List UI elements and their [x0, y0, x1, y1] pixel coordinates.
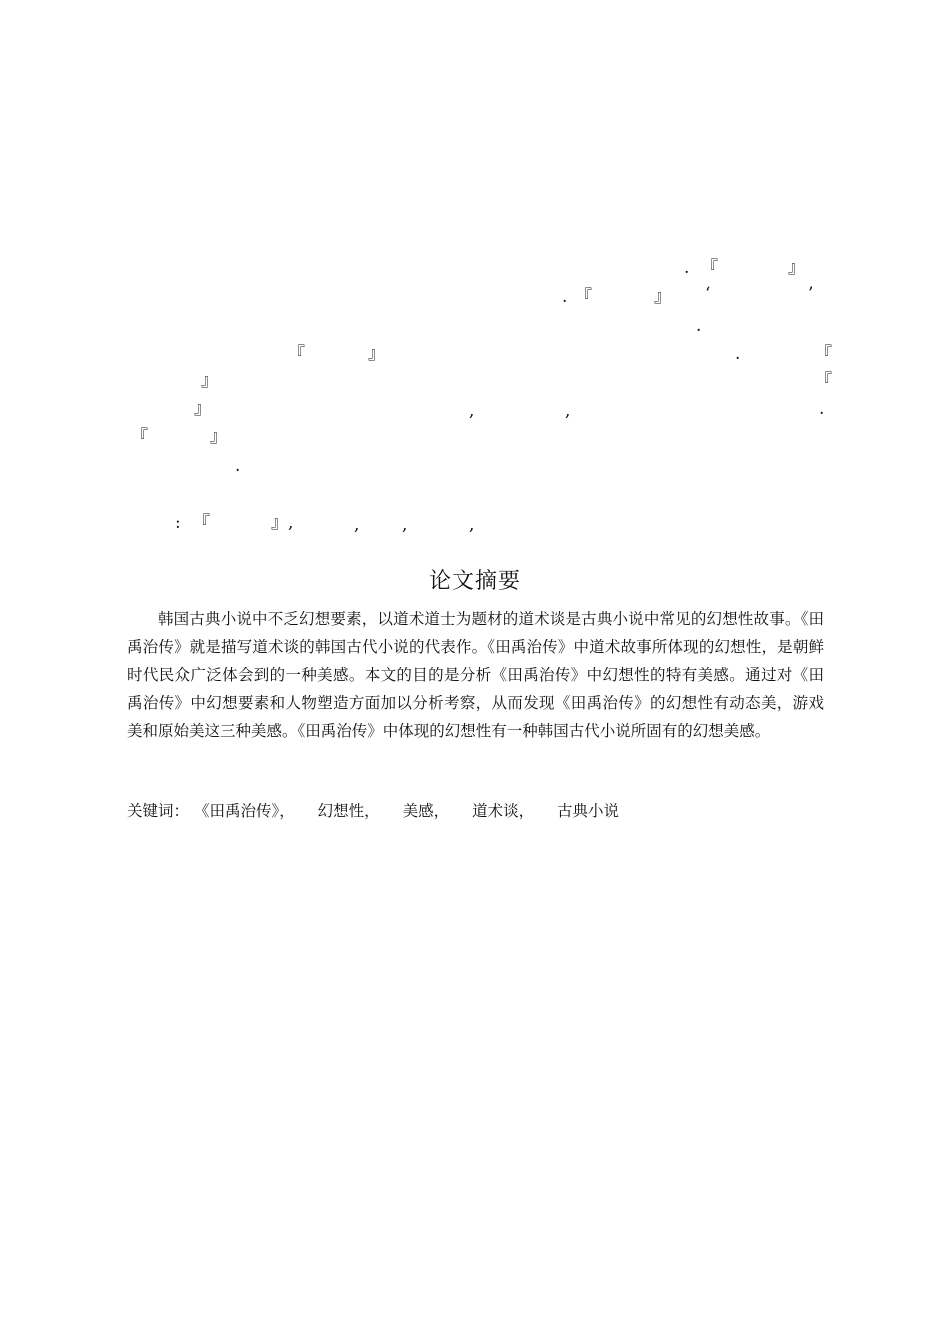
right-bracket-mark: 』 — [201, 371, 218, 391]
comma-mark: , — [469, 401, 475, 421]
comma-mark: , — [469, 515, 475, 535]
keyword-item: 道术谈， — [472, 802, 535, 820]
colon-mark: : — [175, 513, 181, 533]
close-quote-mark: ’ — [808, 284, 814, 304]
keywords-line — [127, 797, 824, 825]
open-quote-mark: ‘ — [705, 284, 711, 304]
left-bracket-mark: 『 — [288, 344, 305, 364]
abstract-body: 韩国古典小说中不乏幻想要素，以道术道士为题材的道术谈是古典小说中常见的幻想性故事。《田禹治传》就是描写道术谈的韩国古代小说的代表作。《田禹治传》中道术故事所体现的幻想性，是朝鲜时代民众广泛体会到的一种美感。本文的目的是分析《田禹治传》中幻想性的特有美感。通过对《田禹治传》中幻想要素和人物塑造方面加以分析考察，从而发现《田禹治传》的幻想性有动态美，游戏美和原始美这三种美感。《田禹治传》中体现的幻想性有一种韩国古代小说所固有的幻想美感。 — [127, 610, 824, 740]
comma-mark: , — [565, 401, 571, 421]
period-mark: . — [562, 287, 568, 307]
right-bracket-mark: 』 — [654, 287, 671, 307]
left-bracket-mark: 『 — [815, 344, 832, 364]
right-bracket-mark: 』 — [788, 258, 805, 278]
period-mark: . — [735, 344, 741, 364]
left-bracket-mark: 『 — [575, 287, 592, 307]
right-bracket-mark: 』 — [194, 399, 211, 419]
keyword-item: 幻想性， — [317, 802, 380, 820]
keywords-label: 关键词： — [127, 802, 190, 820]
comma-mark: , — [402, 515, 408, 535]
period-mark: . — [235, 456, 241, 476]
left-bracket-mark: 『 — [815, 371, 832, 391]
left-bracket-mark: 『 — [701, 258, 718, 278]
left-bracket-mark: 『 — [131, 427, 148, 447]
period-mark: . — [819, 399, 825, 419]
period-mark: . — [696, 316, 702, 336]
comma-mark: , — [354, 515, 360, 535]
keyword-item: 美感， — [402, 802, 450, 820]
right-bracket-comma-mark: 』, — [271, 513, 294, 533]
period-mark: . — [684, 258, 690, 278]
keyword-item: 古典小说 — [557, 802, 620, 820]
right-bracket-mark: 』 — [210, 427, 227, 447]
left-bracket-mark: 『 — [193, 513, 210, 533]
abstract-title: 论文摘要 — [428, 569, 521, 594]
right-bracket-mark: 』 — [368, 344, 385, 364]
keyword-item: 《田禹治传》， — [193, 802, 295, 820]
korean-abstract-residue — [0, 0, 950, 540]
